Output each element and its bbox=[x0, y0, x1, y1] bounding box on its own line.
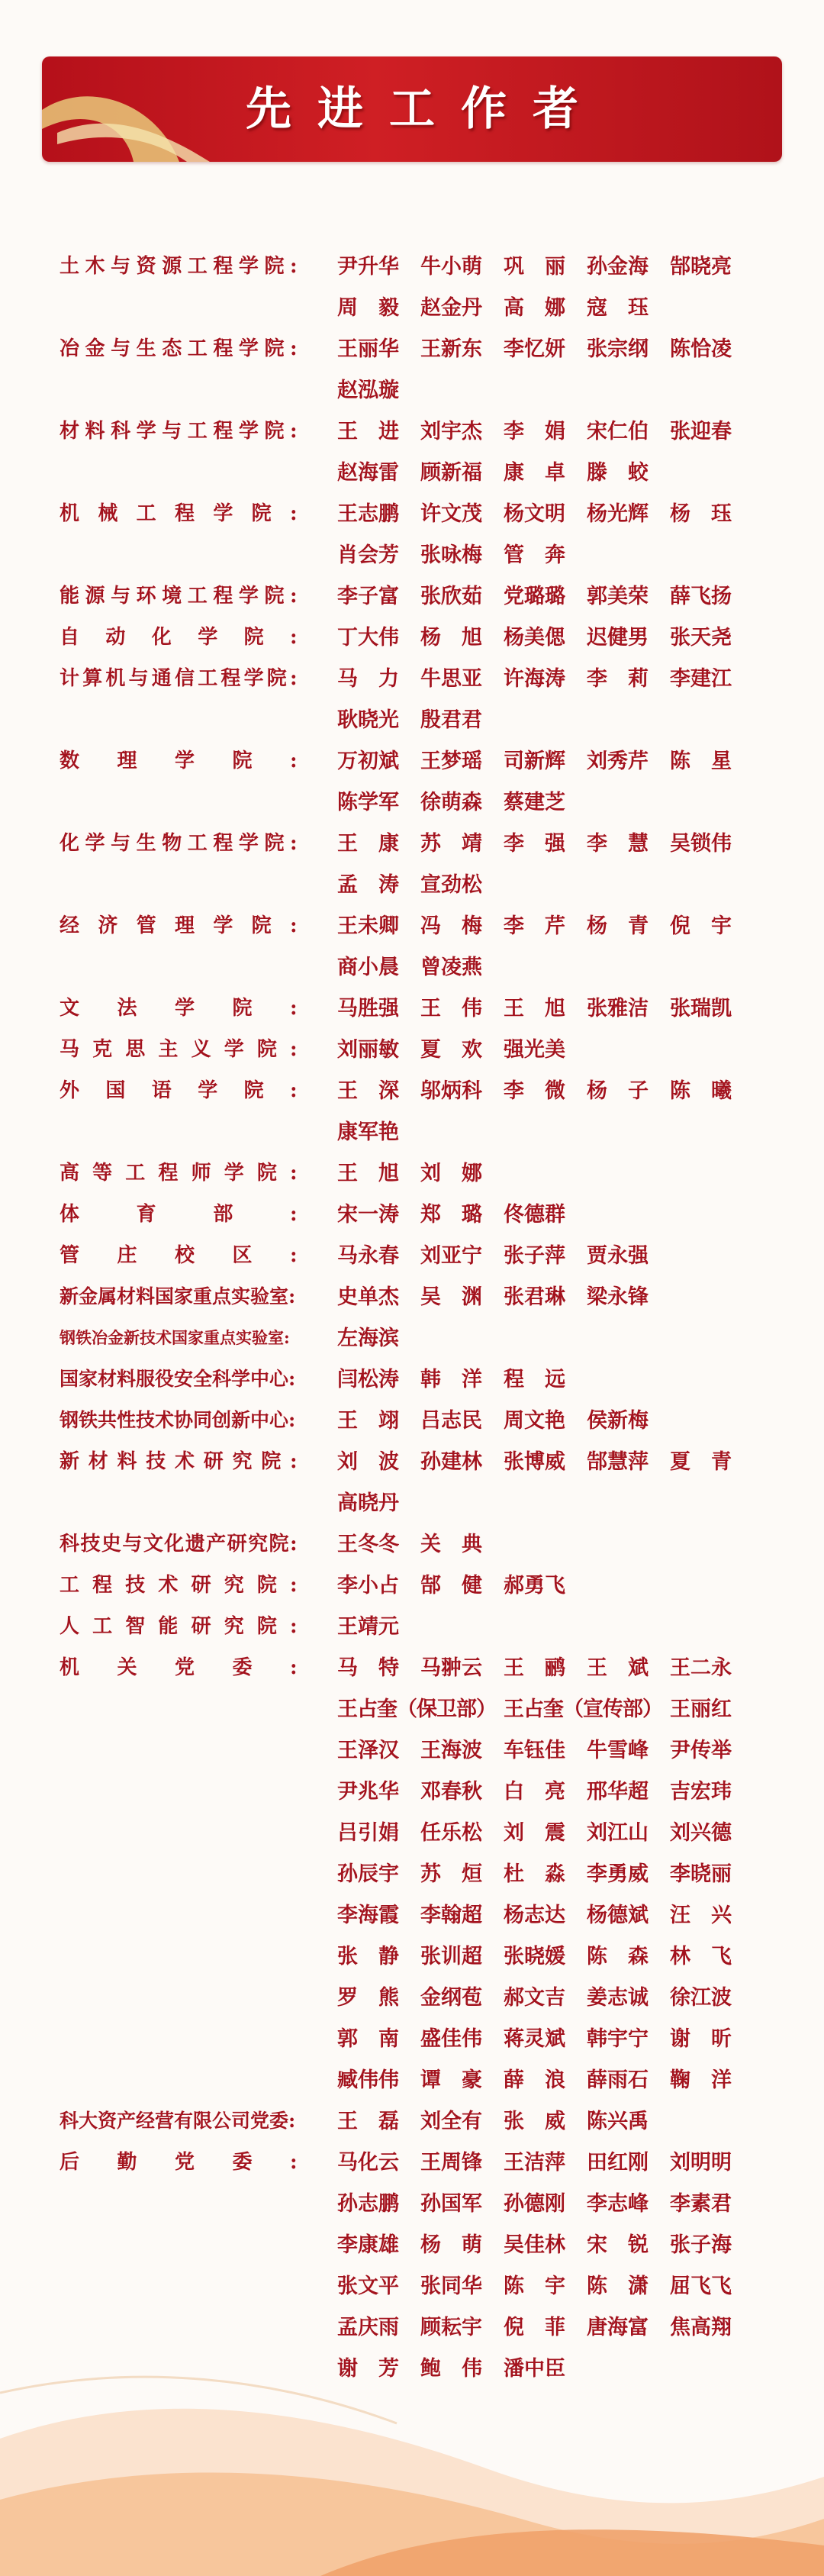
person-name: 马 特 bbox=[337, 1656, 399, 1680]
department-label: 国家材料服役安全科学中心: bbox=[60, 1368, 296, 1390]
department-label: 机械工程学院: bbox=[60, 502, 316, 525]
name-grid bbox=[337, 494, 769, 576]
person-name: 孙金海 bbox=[587, 255, 649, 279]
person-name: 杨光辉 bbox=[587, 502, 649, 526]
section-row bbox=[60, 741, 769, 824]
person-name: 孟庆雨 bbox=[337, 2316, 399, 2339]
person-name: 陈恰凌 bbox=[670, 337, 732, 361]
section-row bbox=[60, 1071, 769, 1153]
person-name: 刘江山 bbox=[587, 1821, 649, 1845]
name-grid bbox=[337, 1277, 769, 1318]
person-name: 孟 涛 bbox=[337, 873, 399, 897]
section-row bbox=[60, 1153, 769, 1195]
department-label: 后勤党委: bbox=[60, 2151, 336, 2174]
section-row bbox=[60, 1318, 769, 1359]
name-grid bbox=[337, 988, 769, 1030]
person-name: 司新辉 bbox=[504, 750, 565, 773]
person-name: 张同华 bbox=[420, 2275, 482, 2298]
person-name: 杜 淼 bbox=[504, 1862, 565, 1886]
person-name: 李 强 bbox=[504, 832, 565, 856]
person-name: 康军艳 bbox=[337, 1120, 399, 1144]
person-name: 史单杰 bbox=[337, 1285, 399, 1309]
person-name: 唐海富 bbox=[587, 2316, 649, 2339]
person-name: 郭美荣 bbox=[587, 585, 649, 608]
person-name: 高晓丹 bbox=[337, 1491, 399, 1515]
person-name: 王 翊 bbox=[337, 1409, 399, 1433]
person-name: 闫松涛 bbox=[337, 1368, 399, 1391]
person-name: 王 斌 bbox=[587, 1656, 649, 1680]
person-name: 王 进 bbox=[337, 420, 399, 443]
person-name: 李忆妍 bbox=[504, 337, 565, 361]
department-label: 科技史与文化遗产研究院: bbox=[60, 1533, 299, 1556]
person-name: 王 深 bbox=[337, 1079, 399, 1103]
person-name: 王二永 bbox=[670, 1656, 732, 1680]
department-label: 体育部: bbox=[60, 1203, 355, 1226]
person-name: 张迎春 bbox=[670, 420, 732, 443]
person-name: 陈 星 bbox=[670, 750, 732, 773]
person-name: 孙志鹏 bbox=[337, 2192, 399, 2216]
person-name: 周文艳 bbox=[504, 1409, 565, 1433]
person-name: 郭 南 bbox=[337, 2027, 399, 2051]
person-name: 李勇威 bbox=[587, 1862, 649, 1886]
person-name: 刘 波 bbox=[337, 1450, 399, 1474]
department-label: 马克思主义学院: bbox=[60, 1038, 311, 1061]
name-grid bbox=[337, 247, 769, 329]
person-name: 王 鹂 bbox=[504, 1656, 565, 1680]
person-name: 鞠 洋 bbox=[670, 2068, 732, 2092]
person-name: 郜慧萍 bbox=[587, 1450, 649, 1474]
person-name: 王 康 bbox=[337, 832, 399, 856]
person-name: 管 奔 bbox=[504, 543, 565, 567]
person-name: 邓春秋 bbox=[420, 1780, 482, 1804]
person-name: 宋仁伯 bbox=[587, 420, 649, 443]
person-name: 汪 兴 bbox=[670, 1904, 732, 1927]
person-name: 尹升华 bbox=[337, 255, 399, 279]
person-name: 郑 璐 bbox=[420, 1203, 482, 1227]
person-name: 张子海 bbox=[670, 2233, 732, 2257]
footer-wave-decoration bbox=[0, 2324, 824, 2576]
name-grid bbox=[337, 1607, 769, 1648]
person-name: 张训超 bbox=[420, 1945, 482, 1968]
person-name: 马永春 bbox=[337, 1244, 399, 1268]
title-banner bbox=[42, 56, 782, 162]
department-label: 管庄校区: bbox=[60, 1244, 336, 1267]
person-name: 王丽红 bbox=[670, 1697, 732, 1721]
person-name: 王 伟 bbox=[420, 997, 482, 1020]
person-name: 张天尧 bbox=[670, 626, 732, 650]
person-name: 张博威 bbox=[504, 1450, 565, 1474]
person-name: 吴锁伟 bbox=[670, 832, 732, 856]
person-name: 张雅洁 bbox=[587, 997, 649, 1020]
person-name: 吕志民 bbox=[420, 1409, 482, 1433]
person-name: 强光美 bbox=[504, 1038, 565, 1062]
person-name: 夏 青 bbox=[670, 1450, 732, 1474]
person-name: 杨 青 bbox=[587, 914, 649, 938]
person-name: 侯新梅 bbox=[587, 1409, 649, 1433]
person-name: 吉宏玮 bbox=[670, 1780, 732, 1804]
person-name: 苏 烜 bbox=[420, 1862, 482, 1886]
person-name: 韩 洋 bbox=[420, 1368, 482, 1391]
section-row bbox=[60, 1359, 769, 1401]
person-name: 冯 梅 bbox=[420, 914, 482, 938]
name-grid bbox=[337, 1318, 769, 1359]
name-grid bbox=[337, 2101, 769, 2142]
name-grid bbox=[337, 1359, 769, 1401]
person-name: 李志峰 bbox=[587, 2192, 649, 2216]
section-row bbox=[60, 494, 769, 576]
person-name: 孙德刚 bbox=[504, 2192, 565, 2216]
person-name: 郝文吉 bbox=[504, 1986, 565, 2010]
person-name: 李子富 bbox=[337, 585, 399, 608]
department-label: 新材料技术研究院: bbox=[60, 1450, 307, 1473]
section-row bbox=[60, 1607, 769, 1648]
person-name: 李 微 bbox=[504, 1079, 565, 1103]
name-grid bbox=[337, 329, 769, 411]
section-row bbox=[60, 617, 769, 659]
person-name: 耿晓光 bbox=[337, 708, 399, 732]
person-name: 任乐松 bbox=[420, 1821, 482, 1845]
person-name: 刘秀芹 bbox=[587, 750, 649, 773]
name-grid bbox=[337, 1565, 769, 1607]
person-name: 刘明明 bbox=[670, 2151, 732, 2175]
person-name: 曾凌燕 bbox=[420, 956, 482, 979]
person-name: 薛雨石 bbox=[587, 2068, 649, 2092]
person-name: 刘亚宁 bbox=[420, 1244, 482, 1268]
person-name: 郝勇飞 bbox=[504, 1574, 565, 1598]
person-name: 李 莉 bbox=[587, 667, 649, 691]
person-name: 李晓丽 bbox=[670, 1862, 732, 1886]
person-name: 王新东 bbox=[420, 337, 482, 361]
department-label: 计算机与通信工程学院: bbox=[60, 667, 301, 690]
person-name: 孙辰宇 bbox=[337, 1862, 399, 1886]
department-label: 数理学院: bbox=[60, 750, 336, 772]
person-name: 苏 靖 bbox=[420, 832, 482, 856]
person-name: 商小晨 bbox=[337, 956, 399, 979]
section-row bbox=[60, 1442, 769, 1524]
person-name: 吕引娟 bbox=[337, 1821, 399, 1845]
person-name: 王洁萍 bbox=[504, 2151, 565, 2175]
person-name: 孙国军 bbox=[420, 2192, 482, 2216]
person-name: 蒋灵斌 bbox=[504, 2027, 565, 2051]
section-row bbox=[60, 247, 769, 329]
name-grid bbox=[337, 1442, 769, 1524]
section-row bbox=[60, 659, 769, 741]
person-name: 谢 昕 bbox=[670, 2027, 732, 2051]
department-label: 化学与生物工程学院: bbox=[60, 832, 304, 855]
name-grid bbox=[337, 824, 769, 906]
person-name: 张君琳 bbox=[504, 1285, 565, 1309]
person-name: 韩宇宁 bbox=[587, 2027, 649, 2051]
person-name: 郜 健 bbox=[420, 1574, 482, 1598]
section-row bbox=[60, 1524, 769, 1565]
person-name: 陈 曦 bbox=[670, 1079, 732, 1103]
department-label: 冶金与生态工程学院: bbox=[60, 337, 304, 360]
person-name: 陈 宇 bbox=[504, 2275, 565, 2298]
person-name: 牛雪峰 bbox=[587, 1739, 649, 1762]
section-row bbox=[60, 906, 769, 988]
person-name: 李康雄 bbox=[337, 2233, 399, 2257]
person-name: 程 远 bbox=[504, 1368, 565, 1391]
person-name: 马化云 bbox=[337, 2151, 399, 2175]
person-name: 张宗纲 bbox=[587, 337, 649, 361]
section-row bbox=[60, 329, 769, 411]
person-name: 杨 子 bbox=[587, 1079, 649, 1103]
person-name: 张 静 bbox=[337, 1945, 399, 1968]
name-grid bbox=[337, 1195, 769, 1236]
person-name: 杨文明 bbox=[504, 502, 565, 526]
person-name: 陈学军 bbox=[337, 791, 399, 814]
person-name: 邢华超 bbox=[587, 1780, 649, 1804]
person-name: 陈兴禹 bbox=[587, 2110, 649, 2133]
person-name: 左海滨 bbox=[337, 1327, 399, 1350]
section-row bbox=[60, 1401, 769, 1442]
person-name: 佟德群 bbox=[504, 1203, 565, 1227]
person-name: 马翀云 bbox=[420, 1656, 482, 1680]
section-row bbox=[60, 2101, 769, 2142]
person-name: 王未卿 bbox=[337, 914, 399, 938]
person-name: 王海波 bbox=[420, 1739, 482, 1762]
person-name: 王周锋 bbox=[420, 2151, 482, 2175]
award-list bbox=[60, 247, 769, 2390]
person-name: 李素君 bbox=[670, 2192, 732, 2216]
person-name: 臧伟伟 bbox=[337, 2068, 399, 2092]
person-name: 贾永强 bbox=[587, 1244, 649, 1268]
person-name: 顾新福 bbox=[420, 461, 482, 485]
person-name: 刘全有 bbox=[420, 2110, 482, 2133]
department-label: 自动化学院: bbox=[60, 626, 323, 649]
person-name: 尹传举 bbox=[670, 1739, 732, 1762]
person-name: 徐萌森 bbox=[420, 791, 482, 814]
person-name: 刘 娜 bbox=[420, 1162, 482, 1185]
person-name: 赵金丹 bbox=[420, 296, 482, 320]
person-name: 王占奎（宣传部） bbox=[504, 1697, 662, 1721]
person-name: 王靖元 bbox=[337, 1615, 399, 1639]
department-label: 高等工程师学院: bbox=[60, 1162, 311, 1185]
person-name: 倪 菲 bbox=[504, 2316, 565, 2339]
name-grid bbox=[337, 1401, 769, 1442]
person-name: 周 毅 bbox=[337, 296, 399, 320]
person-name: 马胜强 bbox=[337, 997, 399, 1020]
person-name: 薛 浪 bbox=[504, 2068, 565, 2092]
person-name: 滕 蛟 bbox=[587, 461, 649, 485]
person-name: 迟健男 bbox=[587, 626, 649, 650]
person-name: 张 威 bbox=[504, 2110, 565, 2133]
person-name: 姜志诚 bbox=[587, 1986, 649, 2010]
person-name: 马 力 bbox=[337, 667, 399, 691]
person-name: 盛佳伟 bbox=[420, 2027, 482, 2051]
department-label: 经济管理学院: bbox=[60, 914, 316, 937]
department-label: 工程技术研究院: bbox=[60, 1574, 311, 1597]
person-name: 张文平 bbox=[337, 2275, 399, 2298]
department-label: 文法学院: bbox=[60, 997, 336, 1020]
name-grid bbox=[337, 1030, 769, 1071]
department-label: 材料科学与工程学院: bbox=[60, 420, 304, 443]
person-name: 王志鹏 bbox=[337, 502, 399, 526]
section-row bbox=[60, 1195, 769, 1236]
person-name: 牛思亚 bbox=[420, 667, 482, 691]
person-name: 杨 珏 bbox=[670, 502, 732, 526]
person-name: 万初斌 bbox=[337, 750, 399, 773]
person-name: 谭 豪 bbox=[420, 2068, 482, 2092]
department-label: 机关党委: bbox=[60, 1656, 336, 1679]
person-name: 薛飞扬 bbox=[670, 585, 732, 608]
section-row bbox=[60, 1277, 769, 1318]
person-name: 王冬冬 bbox=[337, 1533, 399, 1556]
person-name: 鲍 伟 bbox=[420, 2357, 482, 2381]
person-name: 王 旭 bbox=[504, 997, 565, 1020]
section-row bbox=[60, 576, 769, 617]
person-name: 李翰超 bbox=[420, 1904, 482, 1927]
person-name: 李建江 bbox=[670, 667, 732, 691]
person-name: 王 磊 bbox=[337, 2110, 399, 2133]
name-grid bbox=[337, 411, 769, 494]
person-name: 许海涛 bbox=[504, 667, 565, 691]
person-name: 林 飞 bbox=[670, 1945, 732, 1968]
person-name: 关 典 bbox=[420, 1533, 482, 1556]
section-row bbox=[60, 824, 769, 906]
name-spacer bbox=[420, 1689, 504, 1730]
person-name: 赵海雷 bbox=[337, 461, 399, 485]
section-row bbox=[60, 1030, 769, 1071]
person-name: 李小占 bbox=[337, 1574, 399, 1598]
department-label: 钢铁冶金新技术国家重点实验室: bbox=[60, 1328, 290, 1347]
name-grid bbox=[337, 1648, 769, 2101]
person-name: 杨 旭 bbox=[420, 626, 482, 650]
person-name: 梁永锋 bbox=[587, 1285, 649, 1309]
person-name: 张欣茹 bbox=[420, 585, 482, 608]
person-name: 杨美偲 bbox=[504, 626, 565, 650]
person-name: 屈飞飞 bbox=[670, 2275, 732, 2298]
person-name: 吴佳林 bbox=[504, 2233, 565, 2257]
person-name: 许文茂 bbox=[420, 502, 482, 526]
person-name: 康 卓 bbox=[504, 461, 565, 485]
person-name: 罗 熊 bbox=[337, 1986, 399, 2010]
department-label: 土木与资源工程学院: bbox=[60, 255, 304, 278]
person-name: 肖会芳 bbox=[337, 543, 399, 567]
name-grid bbox=[337, 906, 769, 988]
person-name: 高 娜 bbox=[504, 296, 565, 320]
person-name: 李 娟 bbox=[504, 420, 565, 443]
person-name: 刘兴德 bbox=[670, 1821, 732, 1845]
name-grid bbox=[337, 617, 769, 659]
person-name: 党璐璐 bbox=[504, 585, 565, 608]
person-name: 牛小萌 bbox=[420, 255, 482, 279]
name-grid bbox=[337, 1153, 769, 1195]
person-name: 焦高翔 bbox=[670, 2316, 732, 2339]
person-name: 寇 珏 bbox=[587, 296, 649, 320]
section-row bbox=[60, 411, 769, 494]
person-name: 车钰佳 bbox=[504, 1739, 565, 1762]
name-grid bbox=[337, 659, 769, 741]
name-grid bbox=[337, 1236, 769, 1277]
person-name: 宋一涛 bbox=[337, 1203, 399, 1227]
person-name: 谢 芳 bbox=[337, 2357, 399, 2381]
person-name: 倪 宇 bbox=[670, 914, 732, 938]
person-name: 张子萍 bbox=[504, 1244, 565, 1268]
name-grid bbox=[337, 741, 769, 824]
person-name: 蔡建芝 bbox=[504, 791, 565, 814]
person-name: 赵泓璇 bbox=[337, 379, 399, 402]
person-name: 田红刚 bbox=[587, 2151, 649, 2175]
person-name: 李 慧 bbox=[587, 832, 649, 856]
person-name: 郜晓亮 bbox=[670, 255, 732, 279]
person-name: 陈 森 bbox=[587, 1945, 649, 1968]
person-name: 李 芹 bbox=[504, 914, 565, 938]
section-row bbox=[60, 1565, 769, 1607]
department-label: 外国语学院: bbox=[60, 1079, 323, 1102]
department-label: 新金属材料国家重点实验室: bbox=[60, 1285, 296, 1307]
person-name: 刘宇杰 bbox=[420, 420, 482, 443]
person-name: 顾耘宇 bbox=[420, 2316, 482, 2339]
person-name: 夏 欢 bbox=[420, 1038, 482, 1062]
person-name: 殷君君 bbox=[420, 708, 482, 732]
person-name: 金纲苞 bbox=[420, 1986, 482, 2010]
person-name: 刘丽敏 bbox=[337, 1038, 399, 1062]
person-name: 巩 丽 bbox=[504, 255, 565, 279]
person-name: 白 亮 bbox=[504, 1780, 565, 1804]
person-name: 尹兆华 bbox=[337, 1780, 399, 1804]
person-name: 徐江波 bbox=[670, 1986, 732, 2010]
department-label: 能源与环境工程学院: bbox=[60, 585, 304, 608]
person-name: 吴 渊 bbox=[420, 1285, 482, 1309]
person-name: 张瑞凯 bbox=[670, 997, 732, 1020]
person-name: 丁大伟 bbox=[337, 626, 399, 650]
name-grid bbox=[337, 1524, 769, 1565]
person-name: 王梦瑶 bbox=[420, 750, 482, 773]
person-name: 张咏梅 bbox=[420, 543, 482, 567]
person-name: 李海霞 bbox=[337, 1904, 399, 1927]
person-name: 王占奎（保卫部） bbox=[337, 1697, 496, 1721]
person-name: 刘 震 bbox=[504, 1821, 565, 1845]
person-name: 孙建林 bbox=[420, 1450, 482, 1474]
section-row bbox=[60, 1236, 769, 1277]
department-label: 科大资产经营有限公司党委: bbox=[60, 2110, 296, 2132]
person-name: 王泽汉 bbox=[337, 1739, 399, 1762]
person-name: 杨 萌 bbox=[420, 2233, 482, 2257]
page-title: 先进工作者 bbox=[246, 82, 604, 136]
department-label: 钢铁共性技术协同创新中心: bbox=[60, 1409, 296, 1431]
section-row bbox=[60, 988, 769, 1030]
person-name: 陈 潇 bbox=[587, 2275, 649, 2298]
person-name: 张晓媛 bbox=[504, 1945, 565, 1968]
person-name: 邬炳科 bbox=[420, 1079, 482, 1103]
name-grid bbox=[337, 576, 769, 617]
name-spacer bbox=[587, 1689, 670, 1730]
person-name: 杨志达 bbox=[504, 1904, 565, 1927]
department-label: 人工智能研究院: bbox=[60, 1615, 311, 1638]
name-grid bbox=[337, 1071, 769, 1153]
person-name: 杨德斌 bbox=[587, 1904, 649, 1927]
person-name: 宋 锐 bbox=[587, 2233, 649, 2257]
person-name: 王丽华 bbox=[337, 337, 399, 361]
section-row bbox=[60, 1648, 769, 2101]
person-name: 潘中臣 bbox=[504, 2357, 565, 2381]
person-name: 王 旭 bbox=[337, 1162, 399, 1185]
person-name: 宣劲松 bbox=[420, 873, 482, 897]
